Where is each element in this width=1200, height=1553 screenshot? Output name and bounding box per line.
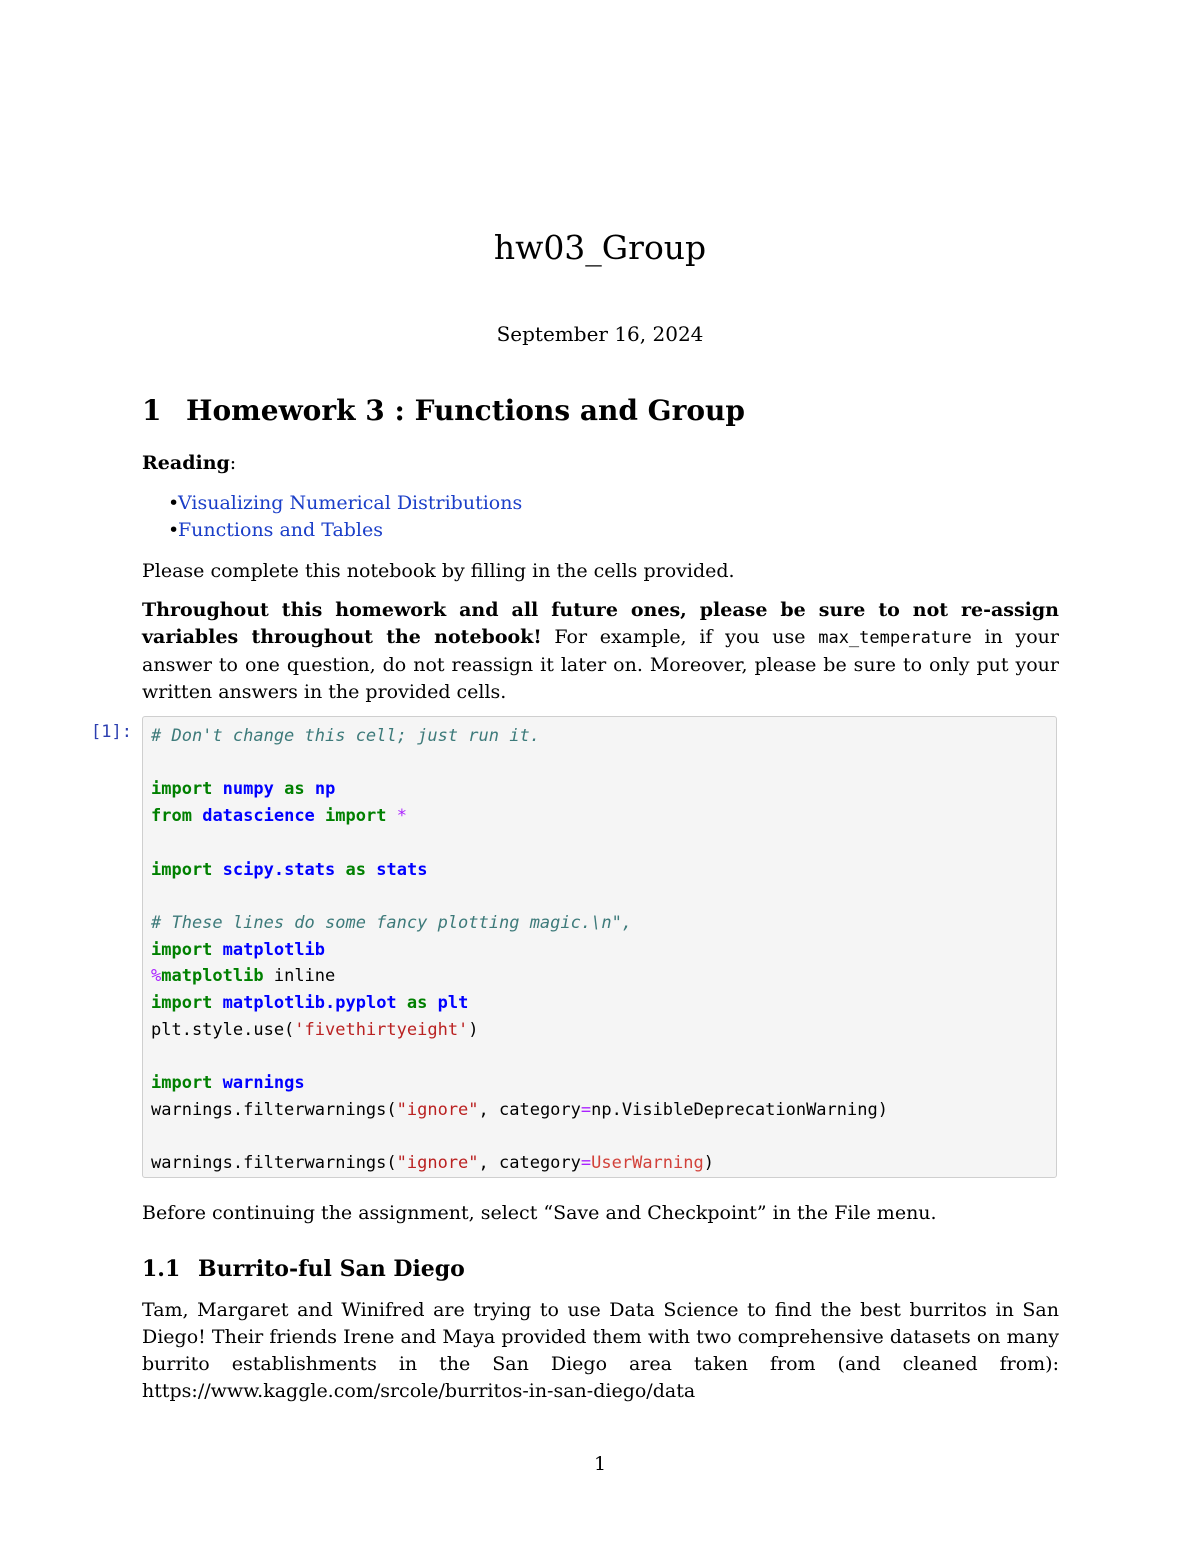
code-cell[interactable] [142,716,1057,1178]
warning-text-1: For example, if you use [541,626,819,648]
cell-prompt: [1]: [91,722,132,742]
subsection-heading [142,1256,465,1282]
document-title: hw03_Group [493,228,707,267]
page-number: 1 [593,1453,607,1475]
warning-bold-text: Throughout this homework and all future ones, please be sure to not re-assign variables throughout the notebook! [142,599,1059,648]
bullet-icon: • [168,519,180,541]
warning-text-2: in your answer to one question, do not reassign it later on. Moreover, please be sure to only put your written answers in the provided cells. [142,626,1059,703]
bullet-icon: • [168,492,180,514]
document-date: September 16, 2024 [496,322,704,346]
inline-code: max_temperature [818,628,972,648]
burrito-paragraph: Tam, Margaret and Winifred are trying to use Data Science to find the best burritos in San Diego! Their friends Irene and Maya provided them with two comprehensive datasets on many burrito establishments in the San Diego area taken from (and cleaned from): https://www.kaggle.com/srcole/burritos-in-san-diego/data [142,1299,1059,1402]
list-item [142,490,522,517]
reading-label-text: Reading [142,452,230,474]
section-heading [142,394,745,427]
reading-links-list [142,490,522,544]
subsection-title: Burrito-ful San Diego [198,1256,465,1282]
code-content: # Don't change this cell; just run it. import numpy as np from datascience import * import scipy.stats as stats # These lines do some fancy plotting magic.\n", import matplotlib %matplotlib inline import matplotlib.pyplot as plt plt.style.use('fivethirtyeight') import warnings warnings.filterwarnings("ignore", category=np.VisibleDeprecationWarning) warnings.filterwarnings("ignore", category=UserWarning) [151,726,888,1174]
save-instruction-paragraph: Before continuing the assignment, select “Save and Checkpoint” in the File menu. [142,1202,937,1224]
section-number: 1 [142,394,162,427]
link-visualizing-numerical-distributions[interactable]: Visualizing Numerical Distributions [178,492,523,514]
list-item [142,517,522,544]
warning-paragraph [142,597,1059,706]
section-title: Homework 3 : Functions and Group [186,394,745,427]
reading-colon: : [229,452,237,474]
subsection-number: 1.1 [142,1256,181,1282]
instructions-paragraph: Please complete this notebook by filling in the cells provided. [142,560,735,582]
reading-label [142,452,236,474]
link-functions-and-tables[interactable]: Functions and Tables [178,519,384,541]
